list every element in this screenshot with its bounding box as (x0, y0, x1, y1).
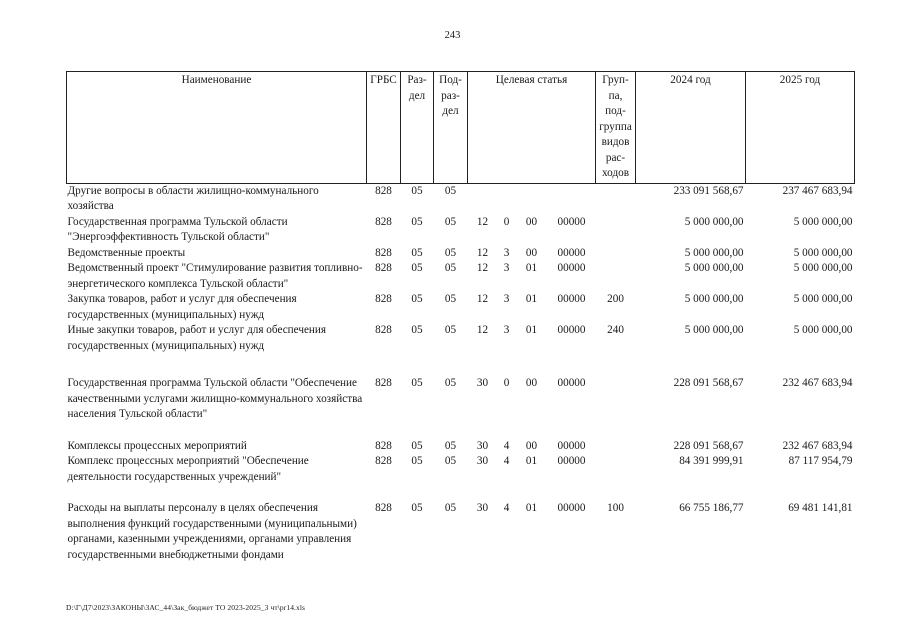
cell-target-program: 30 (476, 439, 489, 452)
cell-section: 05 (411, 324, 423, 336)
spacer-cell (67, 485, 855, 501)
cell-target-program (468, 183, 498, 215)
cell-grbs: 828 (375, 215, 392, 228)
cell-expense-group (596, 183, 636, 215)
cell-expense-group: 100 (607, 502, 624, 514)
cell-amount-2025: 232 467 683,94 (782, 439, 853, 452)
cell-target-direction: 00000 (557, 502, 586, 514)
table-row (67, 439, 855, 455)
cell-name: Ведомственные проекты (67, 246, 186, 259)
cell-target-direction: 00000 (557, 377, 586, 389)
cell-target-direction (548, 183, 596, 215)
cell-target-direction: 00000 (557, 262, 586, 274)
cell-name: Закупка товаров, работ и услуг для обеспечения государственных (муниципальных) нужд (67, 293, 297, 321)
spacer-cell (67, 423, 855, 439)
cell-section: 05 (411, 455, 423, 467)
cell-name: Комплексы процессных мероприятий (67, 439, 247, 452)
cell-expense-group (596, 376, 636, 423)
cell-section: 05 (411, 215, 423, 228)
cell-amount-2024: 84 391 999,91 (679, 455, 744, 467)
table-row (67, 246, 855, 262)
cell-subsection: 05 (444, 215, 457, 228)
cell-target-element: 00 (525, 377, 538, 389)
cell-target-type: 0 (503, 377, 510, 389)
cell-subsection: 05 (444, 246, 457, 259)
page-number: 243 (444, 30, 461, 41)
cell-target-direction: 00000 (557, 246, 586, 259)
table-row (67, 454, 855, 485)
table-row (67, 183, 855, 215)
cell-target-element: 00 (525, 246, 538, 259)
cell-amount-2024: 228 091 568,67 (673, 377, 744, 389)
cell-amount-2024: 228 091 568,67 (673, 439, 744, 452)
table-row (67, 501, 855, 563)
header-expense-group: Груп- па, под- группа видов рас- ходов (596, 72, 636, 184)
cell-grbs: 828 (375, 455, 392, 467)
cell-amount-2024: 66 755 186,77 (679, 502, 744, 514)
cell-target-program: 30 (476, 455, 489, 467)
cell-expense-group (596, 261, 636, 292)
cell-target-program: 12 (476, 246, 489, 259)
table-row (67, 376, 855, 423)
cell-target-element (516, 183, 548, 215)
cell-target-direction: 00000 (557, 215, 586, 228)
cell-subsection: 05 (444, 293, 457, 305)
cell-section: 05 (411, 246, 423, 259)
header-grbs: ГРБС (367, 72, 401, 184)
header-2024: 2024 год (636, 72, 746, 184)
cell-target-element: 01 (525, 262, 538, 274)
cell-target-type: 0 (503, 215, 510, 228)
cell-expense-group (596, 439, 636, 455)
cell-subsection: 05 (444, 439, 457, 452)
header-target-article: Целевая статья (468, 72, 596, 184)
cell-target-program: 30 (476, 377, 489, 389)
header-row (67, 72, 855, 184)
cell-subsection: 05 (444, 184, 457, 197)
cell-target-type: 4 (503, 455, 510, 467)
cell-subsection: 05 (444, 455, 457, 467)
cell-subsection: 05 (444, 377, 457, 389)
cell-amount-2025: 5 000 000,00 (793, 246, 853, 259)
cell-amount-2024: 5 000 000,00 (684, 293, 744, 305)
cell-amount-2024: 233 091 568,67 (673, 184, 744, 197)
cell-target-direction: 00000 (557, 324, 586, 336)
table-row (67, 261, 855, 292)
cell-name: Комплекс процессных мероприятий "Обеспечение деятельности государственных учреждений" (67, 455, 309, 483)
cell-target-element: 01 (525, 293, 538, 305)
cell-target-program: 12 (476, 262, 489, 274)
cell-target-type: 3 (503, 246, 510, 259)
cell-expense-group: 240 (607, 324, 624, 336)
cell-target-element: 01 (525, 455, 538, 467)
cell-name: Расходы на выплаты персоналу в целях обеспечения выполнения функций государственными (муниципальными) органами, казенными учреждениями, органами управления государственными внебюджетными фондами (67, 502, 357, 561)
row-spacer (67, 423, 855, 439)
cell-section: 05 (411, 184, 423, 197)
cell-section: 05 (411, 377, 423, 389)
cell-grbs: 828 (375, 324, 392, 336)
cell-amount-2025: 69 481 141,81 (788, 502, 853, 514)
cell-target-program: 12 (476, 293, 489, 305)
table-row (67, 323, 855, 354)
cell-grbs: 828 (375, 184, 392, 197)
cell-grbs: 828 (375, 293, 392, 305)
header-name: Наименование (67, 72, 367, 184)
cell-target-type: 3 (503, 324, 510, 336)
cell-grbs: 828 (375, 502, 392, 514)
cell-section: 05 (411, 502, 423, 514)
cell-expense-group (596, 454, 636, 485)
spacer-cell (67, 354, 855, 376)
cell-target-element: 00 (525, 215, 538, 228)
cell-target-element: 01 (525, 324, 538, 336)
cell-name: Ведомственный проект "Стимулирование развития топливно-энергетического комплекса Тульской области" (67, 262, 363, 290)
cell-amount-2024: 5 000 000,00 (684, 262, 744, 274)
cell-amount-2024: 5 000 000,00 (684, 215, 744, 228)
cell-amount-2025: 237 467 683,94 (782, 184, 853, 197)
cell-amount-2025: 232 467 683,94 (782, 377, 853, 389)
cell-section: 05 (411, 262, 423, 274)
cell-target-type: 4 (503, 502, 510, 514)
cell-name: Государственная программа Тульской области "Обеспечение качественными услугами жилищно-коммунального хозяйства населения Тульской области" (67, 377, 363, 420)
table-row (67, 215, 855, 246)
cell-name: Другие вопросы в области жилищно-коммунального хозяйства (67, 184, 319, 212)
cell-target-type: 4 (503, 439, 510, 452)
cell-name: Государственная программа Тульской области "Энергоэффективность Тульской области" (67, 215, 288, 243)
footer-file-path: D:\Г\Д7\2023\ЗАКОНЫ\ЗАС_44\Зак_бюджет ТО 2023-2025_3 чт\pr14.xls (66, 603, 306, 612)
cell-target-element: 01 (525, 502, 538, 514)
cell-grbs: 828 (375, 246, 392, 259)
cell-amount-2025: 87 117 954,79 (788, 455, 853, 467)
cell-subsection: 05 (444, 324, 457, 336)
cell-subsection: 05 (444, 262, 457, 274)
header-2025: 2025 год (746, 72, 855, 184)
cell-target-direction: 00000 (557, 455, 586, 467)
cell-amount-2024: 5 000 000,00 (684, 324, 744, 336)
table-row (67, 292, 855, 323)
cell-amount-2025: 5 000 000,00 (793, 215, 853, 228)
cell-target-type: 3 (503, 262, 510, 274)
cell-target-direction: 00000 (557, 439, 586, 452)
cell-amount-2025: 5 000 000,00 (793, 293, 853, 305)
row-spacer (67, 354, 855, 376)
cell-grbs: 828 (375, 377, 392, 389)
header-section: Раз- дел (401, 72, 434, 184)
row-spacer (67, 485, 855, 501)
cell-target-program: 12 (476, 324, 489, 336)
cell-target-direction: 00000 (557, 293, 586, 305)
cell-grbs: 828 (375, 439, 392, 452)
cell-section: 05 (411, 439, 423, 452)
cell-expense-group: 200 (607, 293, 624, 305)
cell-section: 05 (411, 293, 423, 305)
cell-target-program: 30 (476, 502, 489, 514)
cell-amount-2024: 5 000 000,00 (684, 246, 744, 259)
cell-amount-2025: 5 000 000,00 (793, 262, 853, 274)
cell-target-program: 12 (476, 215, 489, 228)
cell-target-type (498, 183, 516, 215)
cell-expense-group (596, 215, 636, 246)
budget-table (66, 71, 855, 563)
cell-subsection: 05 (444, 502, 457, 514)
cell-name: Иные закупки товаров, работ и услуг для обеспечения государственных (муниципальных) нужд (67, 324, 327, 352)
cell-target-element: 00 (525, 439, 538, 452)
header-subsection: Под- раз- дел (434, 72, 468, 184)
table-body (67, 183, 855, 563)
cell-target-type: 3 (503, 293, 510, 305)
cell-amount-2025: 5 000 000,00 (793, 324, 853, 336)
cell-expense-group (596, 246, 636, 262)
cell-grbs: 828 (375, 262, 392, 274)
